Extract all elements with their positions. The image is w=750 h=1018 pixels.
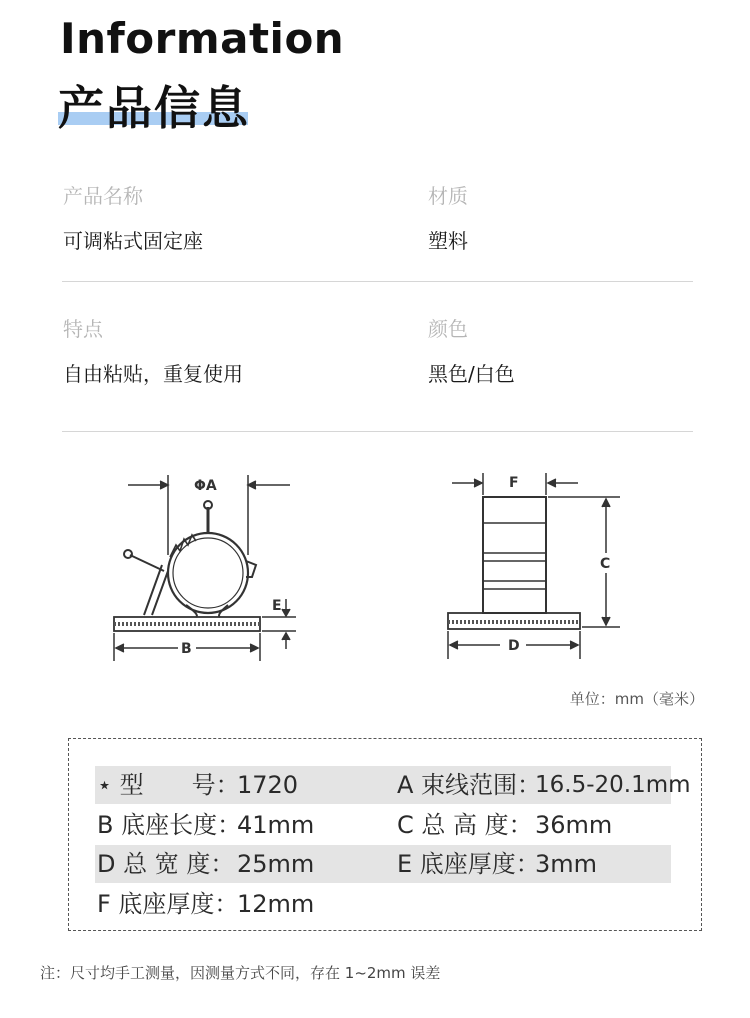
feature-value: 自由粘贴，重复使用	[63, 362, 243, 386]
label-phi-a: ΦA	[194, 478, 217, 494]
spec-f-key: F 底座厚度：	[97, 890, 239, 918]
spec-model-value: 1720	[237, 771, 299, 799]
color-value: 黑色/白色	[428, 362, 515, 386]
spec-f-value: 12mm	[237, 890, 315, 918]
spec-c-value: 36mm	[535, 811, 613, 839]
label-b: B	[181, 641, 192, 657]
title-chinese: 产品信息	[58, 81, 250, 135]
label-f: F	[509, 475, 519, 491]
title-english: Information	[60, 14, 345, 63]
material-label: 材质	[428, 184, 468, 208]
footnote: 注：尺寸均手工测量，因测量方式不同，存在 1~2mm 误差	[40, 964, 441, 982]
spec-b-key: B 底座长度：	[97, 811, 242, 839]
feature-label: 特点	[63, 317, 103, 341]
spec-e-value: 3mm	[535, 850, 598, 878]
front-view-diagram	[440, 465, 640, 665]
spec-row-2	[95, 806, 671, 844]
spec-e-key: E 底座厚度：	[397, 850, 540, 878]
product-name-label: 产品名称	[63, 184, 143, 208]
label-c: C	[600, 556, 611, 572]
spec-a-value: 16.5-20.1mm	[535, 772, 691, 798]
label-d: D	[508, 638, 520, 654]
divider-1	[62, 281, 693, 282]
spec-b-value: 41mm	[237, 811, 315, 839]
spec-a-key: A 束线范围：	[397, 771, 542, 799]
spec-d-value: 25mm	[237, 850, 315, 878]
spec-c-key: C 总 高 度：	[397, 811, 533, 839]
divider-2	[62, 431, 693, 432]
spec-row-3	[95, 845, 671, 883]
label-e: E	[272, 598, 282, 614]
spec-model-key: ⋆ 型 号：	[97, 771, 240, 799]
color-label: 颜色	[428, 317, 468, 341]
product-name-value: 可调粘式固定座	[63, 229, 203, 253]
title-chinese-wrap	[58, 72, 250, 135]
material-value: 塑料	[428, 229, 468, 253]
spec-d-key: D 总 宽 度：	[97, 850, 235, 878]
unit-text: 单位：mm（毫米）	[569, 690, 704, 708]
side-view-diagram	[100, 465, 300, 665]
spec-box	[68, 738, 702, 931]
spec-row-1	[95, 766, 691, 804]
spec-row-4	[95, 885, 671, 923]
